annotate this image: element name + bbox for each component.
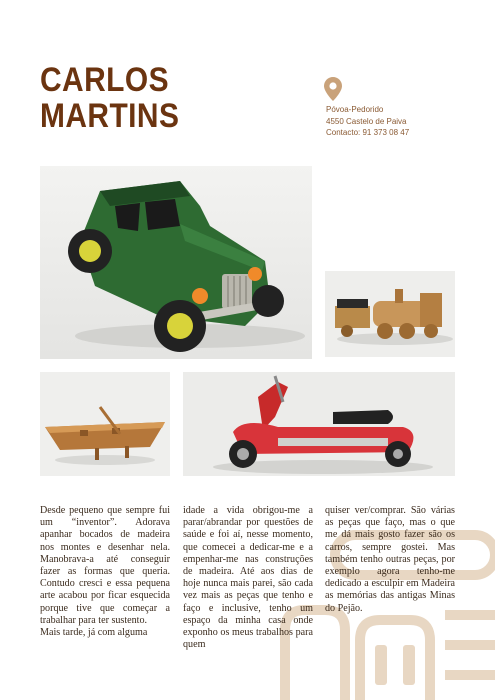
photo-green-car: [40, 166, 312, 359]
contact-postal-address: 4550 Castelo de Paiva: [326, 116, 407, 126]
title-line-2: MARTINS: [40, 97, 180, 135]
text-column-3: [325, 505, 455, 615]
page-title: [40, 62, 179, 134]
contact-locality: Póvoa-Pedorido: [326, 105, 384, 114]
text-column-2: [183, 505, 313, 651]
location-pin-icon: [324, 77, 342, 101]
title-line-1: CARLOS: [40, 61, 169, 99]
contact-phone: Contacto: 91 373 08 47: [326, 128, 410, 137]
photo-boat: [40, 372, 170, 476]
paragraph: Desde pequeno que sempre fui um “inventor”. Adorava apanhar bocados de madeira nos montes e desenhar nela. Manobrava-a até conseguir fazer as formas que queria. Contudo cresci e essa pequena arte acabou por ficar esquecida porque tive que começar a trabalhar para ter sustento.: [40, 505, 170, 626]
photo-locomotive: [325, 271, 455, 357]
paragraph: Mais tarde, já com alguma: [40, 627, 148, 639]
paragraph: idade a vida obrigou-me a parar/abrandar por questões de saúde e foi aí, nesse momento, que comecei a dedicar-me e a empenhar-me nas construções de madeira. Até aos dias de hoje nunca mais parei, são cada vez mais as peças que tenho e faço e inclusive, tenho um espaço da minha casa onde exponho os meus trabalhos para quem: [183, 505, 313, 651]
photo-scooter: [183, 372, 455, 476]
text-column-1: [40, 505, 170, 639]
contact-block: [326, 104, 409, 139]
paragraph: quiser ver/comprar. São várias as peças que faço, mas o que me dá mais gosto fazer são os carros, sempre gostei. Mas também tenho outras peças, por exemplo agora tenho-me dedicado a esculpir em Madeira as memórias das antigas Minas do Pejão.: [325, 505, 455, 614]
